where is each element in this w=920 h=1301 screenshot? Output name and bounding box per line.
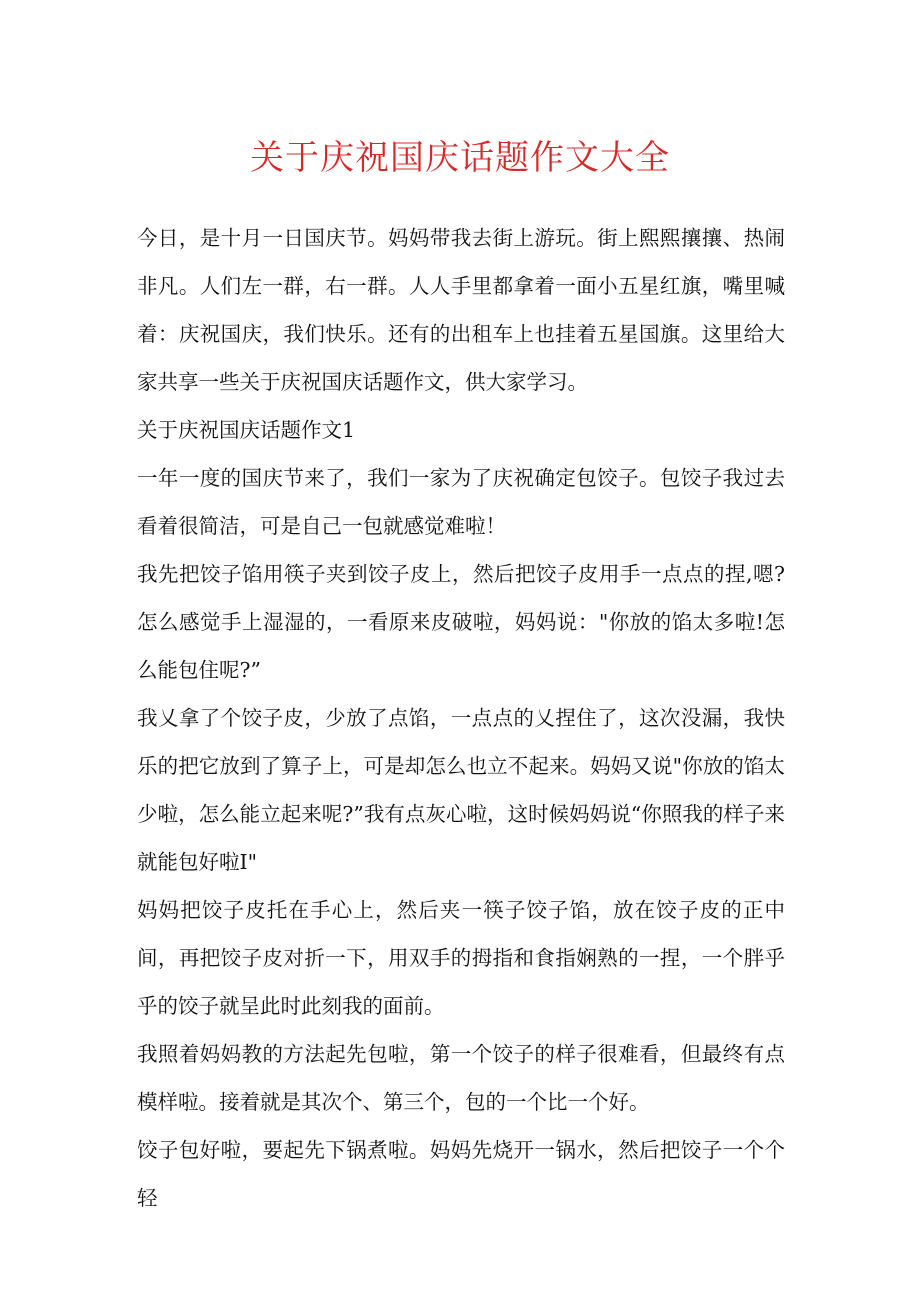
- paragraph: 妈妈把饺子皮托在手心上，然后夹一筷子饺子馅，放在饺子皮的正中间，再把饺子皮对折一下，用双手的拇指和食指娴熟的一捏，一个胖乎乎的饺子就呈此时此刻我的面前。: [137, 898, 785, 1018]
- document-body: [137, 214, 785, 1222]
- paragraph: 饺子包好啦，要起先下锅煮啦。妈妈先烧开一锅水，然后把饺子一个个轻: [137, 1138, 785, 1210]
- paragraph: 我先把饺子馅用筷子夹到饺子皮上，然后把饺子皮用手一点点的捏,嗯?怎么感觉手上湿湿的，一看原来皮破啦，妈妈说："你放的馅太多啦!怎么能包住呢?”: [137, 562, 785, 682]
- paragraph: 我照着妈妈教的方法起先包啦，第一个饺子的样子很难看，但最终有点模样啦。接着就是其次个、第三个，包的一个比一个好。: [137, 1042, 785, 1114]
- paragraph-intro: 今日，是十月一日国庆节。妈妈带我去街上游玩。街上熙熙攘攘、热闹非凡。人们左一群，右一群。人人手里都拿着一面小五星红旗，嘴里喊着：庆祝国庆，我们快乐。还有的出租车上也挂着五星国旗。这里给大家共享一些关于庆祝国庆话题作文，供大家学习。: [137, 226, 785, 394]
- section-heading: 关于庆祝国庆话题作文1: [137, 418, 356, 442]
- paragraph: 我乂拿了个饺子皮，少放了点馅，一点点的乂捏住了，这次没漏，我快乐的把它放到了算子上，可是却怎么也立不起来。妈妈又说"你放的馅太少啦，怎么能立起来呢?”我有点灰心啦，这时候妈妈说“你照我的样子来就能包好啦I": [137, 706, 785, 874]
- document-title: 关于庆祝国庆话题作文大全: [250, 138, 670, 178]
- paragraph: 一年一度的国庆节来了，我们一家为了庆祝确定包饺子。包饺子我过去看着很简洁，可是自己一包就感觉难啦！: [137, 466, 785, 538]
